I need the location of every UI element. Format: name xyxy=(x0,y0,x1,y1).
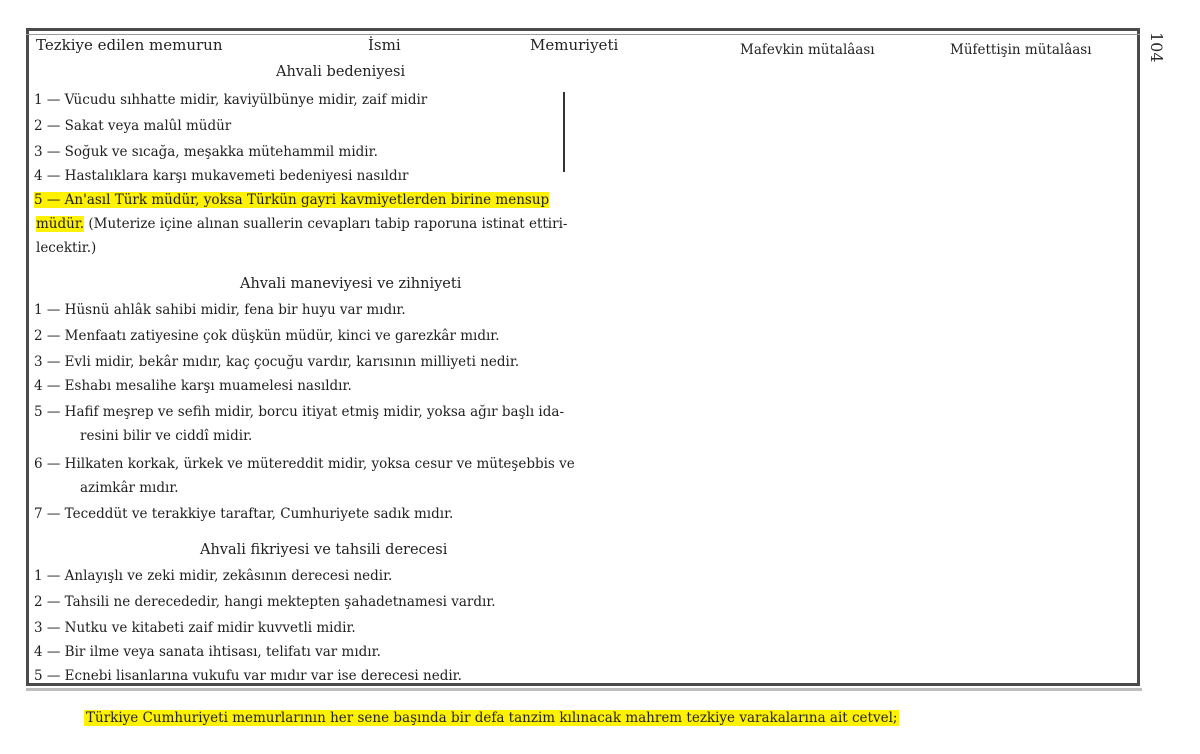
page-number: 104 xyxy=(1147,32,1166,63)
table-caption: Türkiye Cumhuriyeti memurlarının her sene başında bir defa tanzim kılınacak mahrem tezkiye varakalarına ait cetvel; xyxy=(86,710,898,726)
list-item: 2 — Tahsili ne derecededir, hangi mektepten şahadetnamesi vardır. xyxy=(34,594,496,610)
highlighted-fragment: müdür. xyxy=(36,216,85,232)
frame-shadow xyxy=(26,688,1142,691)
header-col-mafevk: Mafevkin mütalâası xyxy=(740,42,875,58)
list-item: 1 — Anlayışlı ve zeki midir, zekâsının derecesi nedir. xyxy=(34,568,393,584)
header-col-memur: Tezkiye edilen memurun xyxy=(36,36,223,54)
note-text-continuation: lecektir.) xyxy=(36,240,97,256)
list-item: 5 — Hafif meşrep ve sefih midir, borcu itiyat etmiş midir, yoksa ağır başlı ida- xyxy=(34,404,565,420)
list-item: 3 — Evli midir, bekâr mıdır, kaç çocuğu vardır, karısının milliyeti nedir. xyxy=(34,354,520,370)
list-item: 1 — Vücudu sıhhatte midir, kaviyülbünye midir, zaif midir xyxy=(34,92,428,108)
section-title-fikri: Ahvali fikriyesi ve tahsili derecesi xyxy=(200,542,448,558)
header-col-mufettis: Müfettişin mütalâası xyxy=(950,42,1092,58)
list-item: 2 — Menfaatı zatiyesine çok düşkün müdür, kinci ve garezkâr mıdır. xyxy=(34,328,500,344)
list-item: 3 — Soğuk ve sıcağa, meşakka mütehammil midir. xyxy=(34,144,378,160)
list-item: 6 — Hilkaten korkak, ürkek ve mütereddit midir, yoksa cesur ve müteşebbis ve xyxy=(34,456,575,472)
list-item: 4 — Eshabı mesalihe karşı muamelesi nasıldır. xyxy=(34,378,352,394)
note-text: (Muterize içine alınan suallerin cevapları tabip raporuna istinat ettiri- xyxy=(88,216,568,232)
section-title-bedeni: Ahvali bedeniyesi xyxy=(276,64,406,80)
list-item: 3 — Nutku ve kitabeti zaif midir kuvvetli midir. xyxy=(34,620,356,636)
list-item: 4 — Hastalıklara karşı mukavemeti bedeniyesi nasıldır xyxy=(34,168,409,184)
highlighted-item: 5 — An'asıl Türk müdür, yoksa Türkün gayri kavmiyetlerden birine mensup xyxy=(34,192,550,208)
bracket-rule xyxy=(563,92,565,172)
list-item: 7 — Teceddüt ve terakkiye taraftar, Cumhuriyete sadık mıdır. xyxy=(34,506,454,522)
list-item-continuation: azimkâr mıdır. xyxy=(80,480,179,496)
list-item: 2 — Sakat veya malûl müdür xyxy=(34,118,232,134)
header-col-ismi: İsmi xyxy=(368,36,401,54)
list-item-continuation: resini bilir ve ciddî midir. xyxy=(80,428,253,444)
header-rule xyxy=(26,34,1140,35)
list-item: 1 — Hüsnü ahlâk sahibi midir, fena bir huyu var mıdır. xyxy=(34,302,406,318)
list-item-continuation xyxy=(36,216,567,232)
header-col-memuriyeti: Memuriyeti xyxy=(530,36,619,54)
list-item: 5 — Ecnebi lisanlarına vukufu var mıdır var ise derecesi nedir. xyxy=(34,668,462,684)
list-item: 4 — Bir ilme veya sanata ihtisası, telifatı var mıdır. xyxy=(34,644,381,660)
section-title-manevi: Ahvali maneviyesi ve zihniyeti xyxy=(240,276,462,292)
